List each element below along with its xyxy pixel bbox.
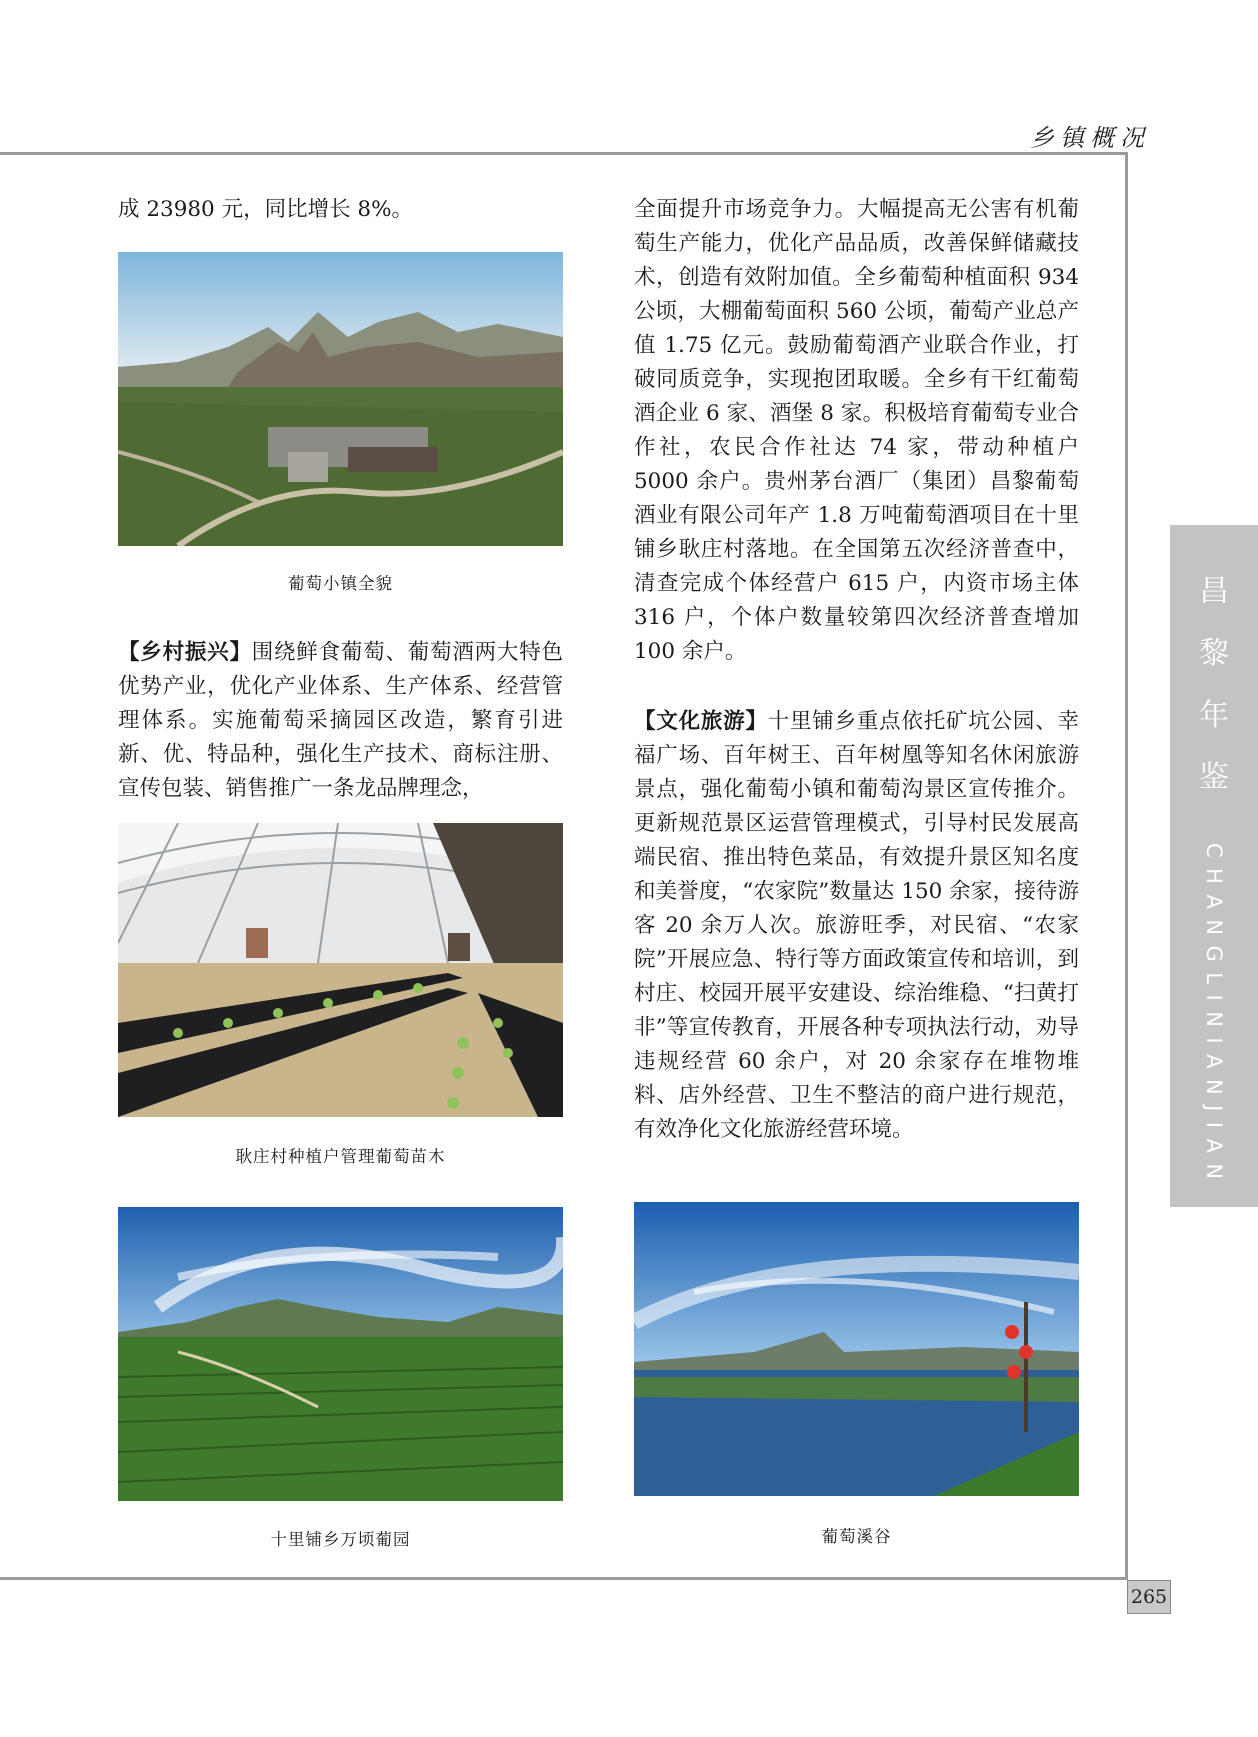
side-tab-char: 鉴 bbox=[1199, 760, 1229, 795]
side-tab-char: 黎 bbox=[1199, 636, 1229, 671]
photo-vineyard-panorama bbox=[118, 1207, 563, 1501]
page-number: 265 bbox=[1127, 1580, 1171, 1614]
caption-photo1: 葡萄小镇全貌 bbox=[288, 574, 393, 593]
side-tab-char: 年 bbox=[1199, 698, 1229, 733]
photo-grape-seedlings-greenhouse bbox=[118, 823, 563, 1117]
photo-grape-valley bbox=[634, 1202, 1079, 1496]
industry-continuation-paragraph: 全面提升市场竞争力。大幅提高无公害有机葡萄生产能力，优化产品品质，改善保鲜储藏技术，创造有效附加值。全乡葡萄种植面积 934 公顷，大棚葡萄面积 560 公顷，葡萄产业总产值 1.75 亿元。鼓励葡萄酒产业联合作业，打破同质竞争，实现抱团取暖。全乡有干红葡萄酒企业 6 家、酒堡 8 家。积极培育葡萄专业合作社，农民合作社达 74 家，带动种植户 5000 余户。贵州茅台酒厂（集团）昌黎葡萄酒业有限公司年产 1.8 万吨葡萄酒项目在十里铺乡耿庄村落地。在全国第五次经济普查中，清查完成个体经营户 615 户，内资市场主体 316 户，个体户数量较第四次经济普查增加 100 余户。 bbox=[634, 197, 1079, 664]
side-tab-english-title: CHANGLINIANJIAN bbox=[1202, 843, 1226, 1190]
culture-tourism-body: 十里铺乡重点依托矿坑公园、幸福广场、百年树王、百年树凰等知名休闲旅游景点，强化葡萄小镇和葡萄沟景区宣传推介。更新规范景区运营管理模式，引导村民发展高端民宿、推出特色菜品，有效提升景区知名度和美誉度，“农家院”数量达 150 余家，接待游客 20 余万人次。旅游旺季，对民宿、“农家院”开展应急、特行等方面政策宣传和培训，到村庄、校园开展平安建设、综治维稳、“扫黄打非”等宣传教育，开展各种专项执法行动，劝导违规经营 60 余户，对 20 余家存在堆物堆料、店外经营、卫生不整洁的商户进行规范，有效净化文化旅游经营环境。 bbox=[634, 709, 1079, 1142]
photo-grape-town-panorama bbox=[118, 252, 563, 546]
culture-tourism-heading: 【文化旅游】 bbox=[634, 709, 768, 734]
side-tab-char: 昌 bbox=[1199, 574, 1229, 609]
side-tab-chinese-title bbox=[1170, 561, 1258, 809]
right-rule bbox=[1125, 152, 1128, 1580]
caption-photo2: 耿庄村种植户管理葡萄苗木 bbox=[235, 1147, 446, 1166]
culture-tourism-paragraph bbox=[634, 705, 1079, 1147]
rural-revitalization-paragraph bbox=[118, 636, 563, 806]
rural-revitalization-body: 围绕鲜食葡萄、葡萄酒两大特色优势产业，优化产业体系、生产体系、经营管理体系。实施葡萄采摘园区改造，繁育引进新、优、特品种，强化生产技术、商标注册、宣传包装、销售推广一条龙品牌理念， bbox=[118, 640, 563, 801]
caption-photo4: 葡萄溪谷 bbox=[821, 1527, 892, 1546]
section-title: 乡镇概况 bbox=[1030, 124, 1150, 152]
side-tab bbox=[1170, 525, 1258, 1207]
top-rule bbox=[0, 152, 1128, 155]
bottom-rule bbox=[0, 1577, 1128, 1580]
rural-revitalization-heading: 【乡村振兴】 bbox=[118, 640, 252, 665]
opening-line: 成 23980 元，同比增长 8%。 bbox=[118, 197, 414, 222]
caption-photo3: 十里铺乡万顷葡园 bbox=[270, 1530, 411, 1549]
